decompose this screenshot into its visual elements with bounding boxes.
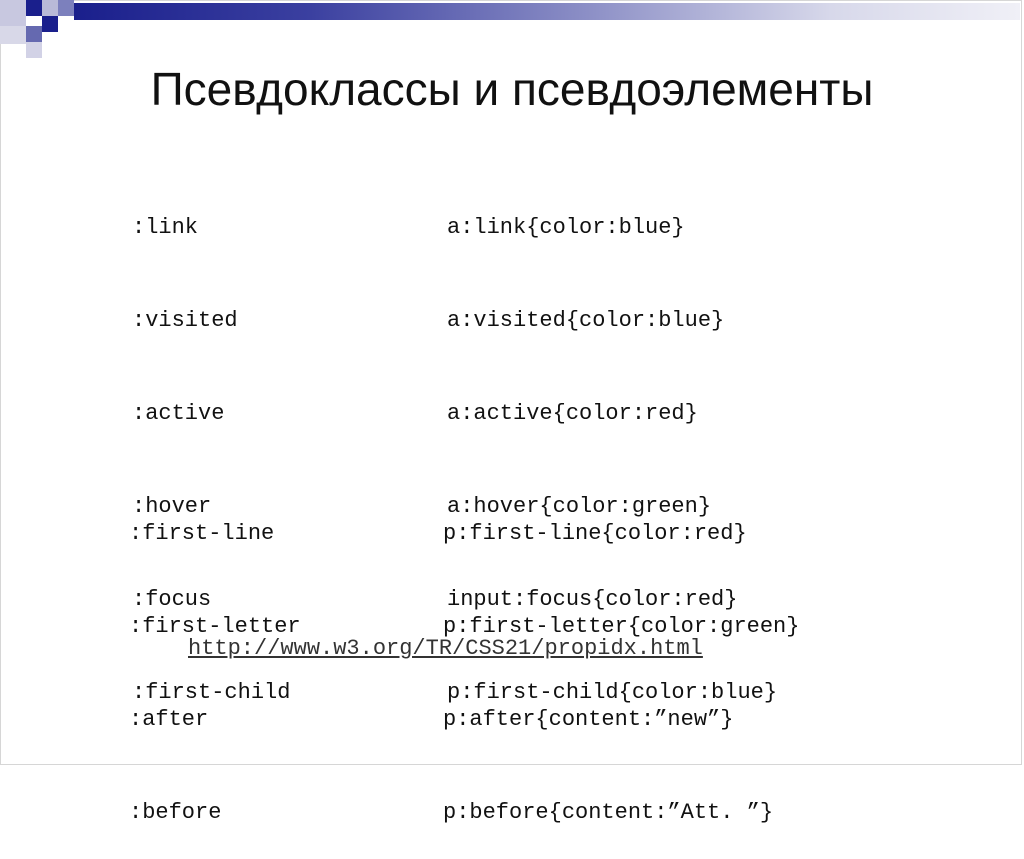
decor-square (42, 16, 58, 32)
pseudo-class-item: :hover (132, 494, 212, 519)
pseudo-class-example: a:link{color:blue} (447, 215, 685, 240)
pseudo-class-item: :focus (132, 587, 212, 612)
decor-square (0, 0, 26, 26)
pseudo-element-item: :first-line (129, 521, 275, 546)
pseudo-element-example: p:first-line{color:red} (443, 521, 747, 546)
pseudo-class-example: p:first-child{color:blue} (447, 680, 778, 705)
decor-square (42, 0, 58, 16)
slide-title: Псевдоклассы и псевдоэлементы (150, 63, 874, 115)
title-bar-gradient (74, 3, 1020, 20)
decor-square (58, 0, 74, 16)
pseudo-class-item: :active (132, 401, 225, 426)
pseudo-class-example: a:visited{color:blue} (447, 308, 725, 333)
pseudo-class-example: a:hover{color:green} (447, 494, 712, 519)
pseudo-element-item: :first-letter (129, 614, 301, 639)
pseudo-class-item: :link (132, 215, 199, 240)
pseudo-element-example: p:before{content:”Att. ”} (443, 800, 774, 825)
pseudo-element-example: p:first-letter{color:green} (443, 614, 800, 639)
decor-square (0, 26, 26, 44)
pseudo-class-example: input:focus{color:red} (447, 587, 738, 612)
decor-square (26, 42, 42, 58)
reference-link[interactable]: http://www.w3.org/TR/CSS21/propidx.html (188, 636, 703, 661)
decor-square (26, 0, 42, 16)
pseudo-element-item: :before (129, 800, 222, 825)
pseudo-element-item: :after (129, 707, 209, 732)
pseudo-element-example: p:after{content:”new”} (443, 707, 734, 732)
pseudo-class-example: a:active{color:red} (447, 401, 698, 426)
decor-square (26, 26, 42, 42)
pseudo-class-item: :first-child (132, 680, 291, 705)
pseudo-class-item: :visited (132, 308, 238, 333)
